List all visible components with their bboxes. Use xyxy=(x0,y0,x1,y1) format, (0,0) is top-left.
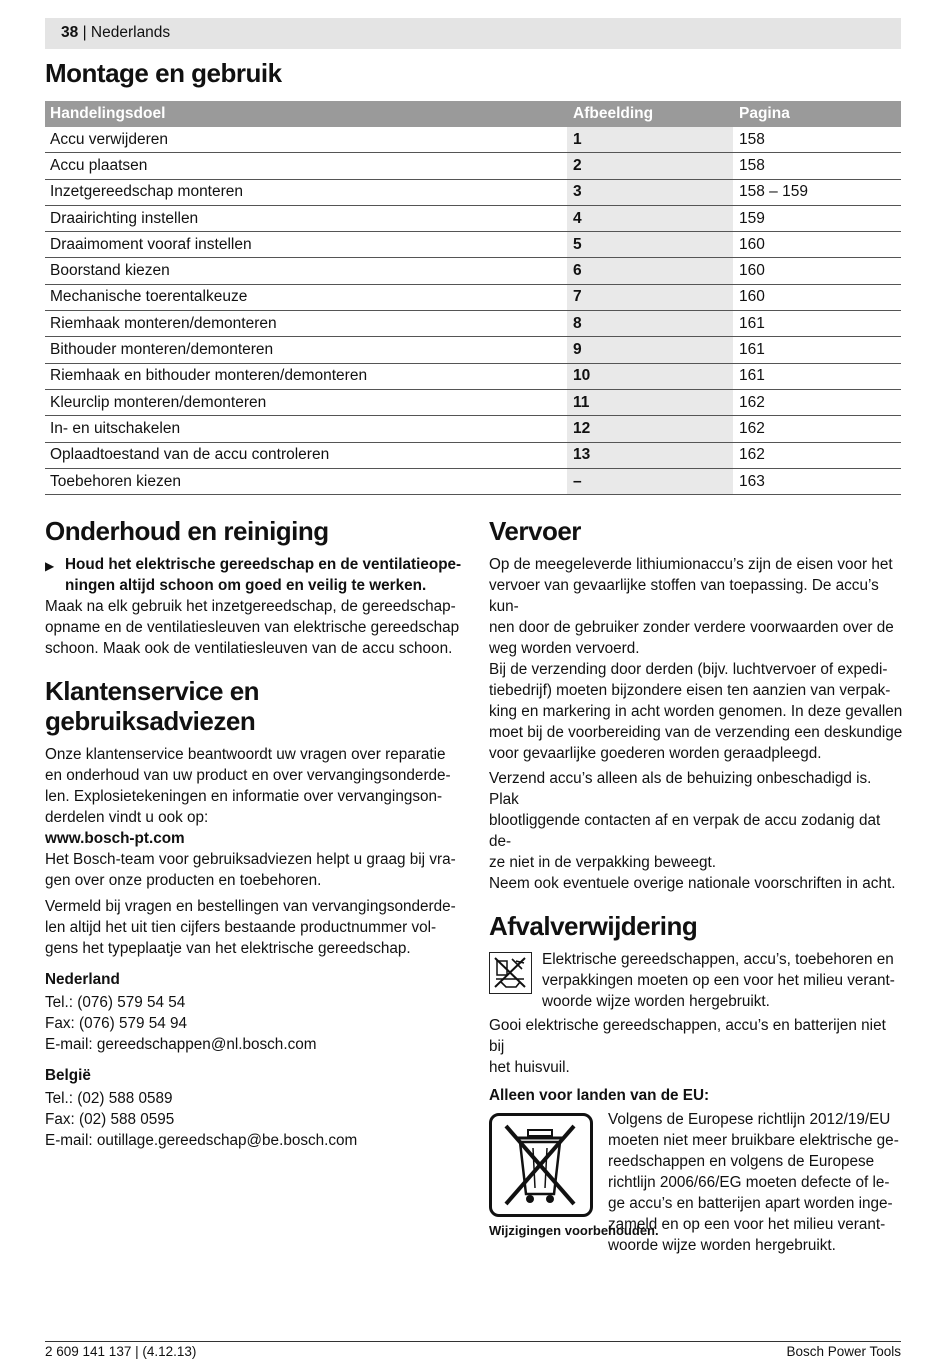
paragraph-line: derdelen vindt u ook op: xyxy=(45,809,209,826)
column-header: Handelingsdoel xyxy=(50,105,166,122)
table-cell-page: 162 xyxy=(739,393,765,411)
paragraph-line: Het Bosch-team voor gebruiksadviezen helpt u graag bij vra- xyxy=(45,851,456,868)
table-cell-page: 160 xyxy=(739,235,765,253)
website-link[interactable]: www.bosch-pt.com xyxy=(45,830,185,847)
section-title-afval: Afvalverwijdering xyxy=(489,911,698,941)
table-row xyxy=(45,285,901,311)
paragraph-line: ge accu’s en batterijen apart worden inge- xyxy=(608,1195,893,1212)
table-row xyxy=(45,258,901,284)
table-row xyxy=(45,153,901,179)
table-cell-figure: 1 xyxy=(567,127,733,152)
paragraph-line: tiebedrijf) moeten bijzondere eisen ten aanzien van verpak- xyxy=(489,682,891,699)
table-cell-figure: 8 xyxy=(567,311,733,336)
bullet-text-line: ningen altijd schoon om goed en veilig te werken. xyxy=(65,577,427,594)
nl-fax: Fax: (076) 579 54 94 xyxy=(45,1015,188,1032)
table-cell-task: Draaimoment vooraf instellen xyxy=(50,235,252,253)
table-cell-figure: 4 xyxy=(567,206,733,231)
montage-table xyxy=(45,101,901,495)
table-cell-figure: 6 xyxy=(567,258,733,283)
table-cell-task: Inzetgereedschap monteren xyxy=(50,183,244,201)
section-title-onderhoud: Onderhoud en reiniging xyxy=(45,516,329,546)
paragraph-line: blootliggende contacten af en verpak de accu zodanig dat de- xyxy=(489,812,881,850)
paragraph-line: richtlijn 2006/66/EG moeten defecte of le- xyxy=(608,1174,890,1191)
footer-divider xyxy=(45,1341,901,1342)
table-cell-task: Accu plaatsen xyxy=(50,156,148,174)
paragraph-line: het huisvuil. xyxy=(489,1059,570,1076)
table-cell-task: Toebehoren kiezen xyxy=(50,472,181,490)
paragraph-line: Onze klantenservice beantwoordt uw vragen over reparatie xyxy=(45,746,446,763)
paragraph-line: schoon. Maak ook de ventilatiesleuven van de accu schoon. xyxy=(45,640,453,657)
table-cell-figure: – xyxy=(567,469,733,494)
paragraph-line: Maak na elk gebruik het inzetgereedschap, de gereedschap- xyxy=(45,598,456,615)
section-title-vervoer: Vervoer xyxy=(489,516,581,546)
table-cell-page: 162 xyxy=(739,419,765,437)
paragraph-line: gen over onze producten en toebehoren. xyxy=(45,872,322,889)
table-cell-task: Riemhaak monteren/demonteren xyxy=(50,314,277,332)
table-cell-task: Oplaadtoestand van de accu controleren xyxy=(50,446,330,464)
table-row xyxy=(45,390,901,416)
be-email[interactable]: E-mail: outillage.gereedschap@be.bosch.com xyxy=(45,1132,358,1149)
table-cell-task: Draairichting instellen xyxy=(50,209,199,227)
paragraph-line: Op de meegeleverde lithiumionaccu’s zijn de eisen voor het xyxy=(489,556,893,573)
paragraph-line: len altijd het uit tien cijfers bestaande productnummer vol- xyxy=(45,919,437,936)
paragraph-line: ze niet in de verpakking beweegt. xyxy=(489,854,717,871)
table-cell-page: 162 xyxy=(739,446,765,464)
paragraph-line: moeten niet meer bruikbare elektrische ge- xyxy=(608,1132,899,1149)
paragraph-line: verpakkingen moeten op een voor het milieu verant- xyxy=(542,972,895,989)
table-row xyxy=(45,364,901,390)
paragraph-line: gens het typeplaatje van het elektrische gereedschap. xyxy=(45,940,411,957)
crossed-bin-icon xyxy=(489,1113,593,1217)
paragraph-line: len. Explosietekeningen en informatie over vervangingson- xyxy=(45,788,443,805)
table-cell-figure: 10 xyxy=(567,364,733,389)
table-cell-page: 161 xyxy=(739,314,765,332)
table-cell-page: 161 xyxy=(739,367,765,385)
paragraph-line: weg worden vervoerd. xyxy=(489,640,640,657)
table-cell-figure: 11 xyxy=(567,390,733,415)
paragraph-line: vervoer van gevaarlijke stoffen van toepassing. De accu’s kun- xyxy=(489,577,879,615)
table-cell-page: 160 xyxy=(739,288,765,306)
table-cell-task: Boorstand kiezen xyxy=(50,262,170,280)
left-column xyxy=(45,516,465,1151)
column-header: Afbeelding xyxy=(573,105,654,122)
paragraph-line: opname en de ventilatiesleuven van elektrische gereedschap xyxy=(45,619,460,636)
table-cell-task: In- en uitschakelen xyxy=(50,419,181,437)
table-row xyxy=(45,311,901,337)
table-row xyxy=(45,127,901,153)
paragraph-line: voor gevaarlijke goederen worden geraadpleegd. xyxy=(489,745,822,762)
paragraph-line: Volgens de Europese richtlijn 2012/19/EU xyxy=(608,1111,891,1128)
country-heading-nederland: Nederland xyxy=(45,971,120,988)
table-cell-page: 160 xyxy=(739,262,765,280)
table-cell-figure: 12 xyxy=(567,416,733,441)
change-notice: Wijzigingen voorbehouden. xyxy=(489,1223,659,1238)
paragraph-line: Gooi elektrische gereedschappen, accu’s en batterijen niet bij xyxy=(489,1017,886,1055)
header-language: Nederlands xyxy=(90,24,171,41)
paragraph-line: zameld en op een voor het milieu verant- xyxy=(608,1216,886,1233)
table-cell-task: Mechanische toerentalkeuze xyxy=(50,288,248,306)
paragraph-line: moet bij de voorbereiding van de verzending een deskundige xyxy=(489,724,903,741)
table-cell-task: Bithouder monteren/demonteren xyxy=(50,341,274,359)
paragraph-line: woorde wijze worden hergebruikt. xyxy=(608,1237,836,1254)
paragraph-line: king en markering in acht worden genomen. In deze gevallen xyxy=(489,703,903,720)
paragraph-line: reedschappen en volgens de Europese xyxy=(608,1153,875,1170)
table-row xyxy=(45,443,901,469)
table-cell-figure: 7 xyxy=(567,285,733,310)
be-fax: Fax: (02) 588 0595 xyxy=(45,1111,175,1128)
right-column xyxy=(489,516,903,1256)
table-cell-figure: 3 xyxy=(567,180,733,205)
nl-email[interactable]: E-mail: gereedschappen@nl.bosch.com xyxy=(45,1036,317,1053)
paragraph-line: woorde wijze worden hergebruikt. xyxy=(542,993,770,1010)
paragraph-line: Bij de verzending door derden (bijv. luchtvervoer of expedi- xyxy=(489,661,888,678)
paragraph-line: Elektrische gereedschappen, accu’s, toebehoren en xyxy=(542,951,894,968)
country-heading-belgie: België xyxy=(45,1067,91,1084)
paragraph-line: Vermeld bij vragen en bestellingen van vervangingsonderde- xyxy=(45,898,456,915)
page-header xyxy=(45,18,901,49)
table-cell-figure: 2 xyxy=(567,153,733,178)
eu-heading: Alleen voor landen van de EU: xyxy=(489,1087,710,1104)
be-phone: Tel.: (02) 588 0589 xyxy=(45,1090,173,1107)
footer-document-number: 2 609 141 137 | (4.12.13) xyxy=(45,1344,197,1359)
section-title-montage: Montage en gebruik xyxy=(45,58,282,88)
recycle-block xyxy=(489,949,903,1012)
recycle-icon xyxy=(489,952,532,994)
column-header: Pagina xyxy=(739,105,790,122)
table-cell-page: 158 – 159 xyxy=(739,183,808,201)
table-row xyxy=(45,416,901,442)
table-cell-page: 159 xyxy=(739,209,765,227)
table-cell-figure: 9 xyxy=(567,337,733,362)
nl-phone: Tel.: (076) 579 54 54 xyxy=(45,994,186,1011)
bullet-text-line: Houd het elektrische gereedschap en de ventilatieope- xyxy=(65,556,462,573)
table-cell-page: 158 xyxy=(739,156,765,174)
safety-bullet xyxy=(45,554,465,596)
table-cell-page: 161 xyxy=(739,341,765,359)
table-cell-task: Riemhaak en bithouder monteren/demonteren xyxy=(50,367,368,385)
triangle-bullet-icon: ▶ xyxy=(45,559,55,573)
page-number: 38 xyxy=(61,24,79,41)
paragraph-line: Verzend accu’s alleen als de behuizing onbeschadigd is. Plak xyxy=(489,770,872,808)
table-row xyxy=(45,206,901,232)
table-cell-page: 163 xyxy=(739,472,765,490)
paragraph-line: Neem ook eventuele overige nationale voorschriften in acht. xyxy=(489,875,896,892)
table-cell-figure: 5 xyxy=(567,232,733,257)
table-row xyxy=(45,337,901,363)
table-cell-page: 158 xyxy=(739,130,765,148)
table-body xyxy=(45,127,901,495)
table-cell-task: Kleurclip monteren/demonteren xyxy=(50,393,267,411)
paragraph-line: en onderhoud van uw product en over vervangingsonderde- xyxy=(45,767,451,784)
table-cell-task: Accu verwijderen xyxy=(50,130,169,148)
section-title-klantenservice: Klantenservice en gebruiksadviezen xyxy=(45,676,260,736)
paragraph-line: nen door de gebruiker zonder verdere voorwaarden over de xyxy=(489,619,894,636)
table-row xyxy=(45,180,901,206)
table-header-row xyxy=(45,101,901,127)
table-row xyxy=(45,232,901,258)
table-row xyxy=(45,469,901,495)
header-separator: | xyxy=(82,24,87,41)
table-cell-figure: 13 xyxy=(567,443,733,468)
footer-brand: Bosch Power Tools xyxy=(786,1344,901,1359)
